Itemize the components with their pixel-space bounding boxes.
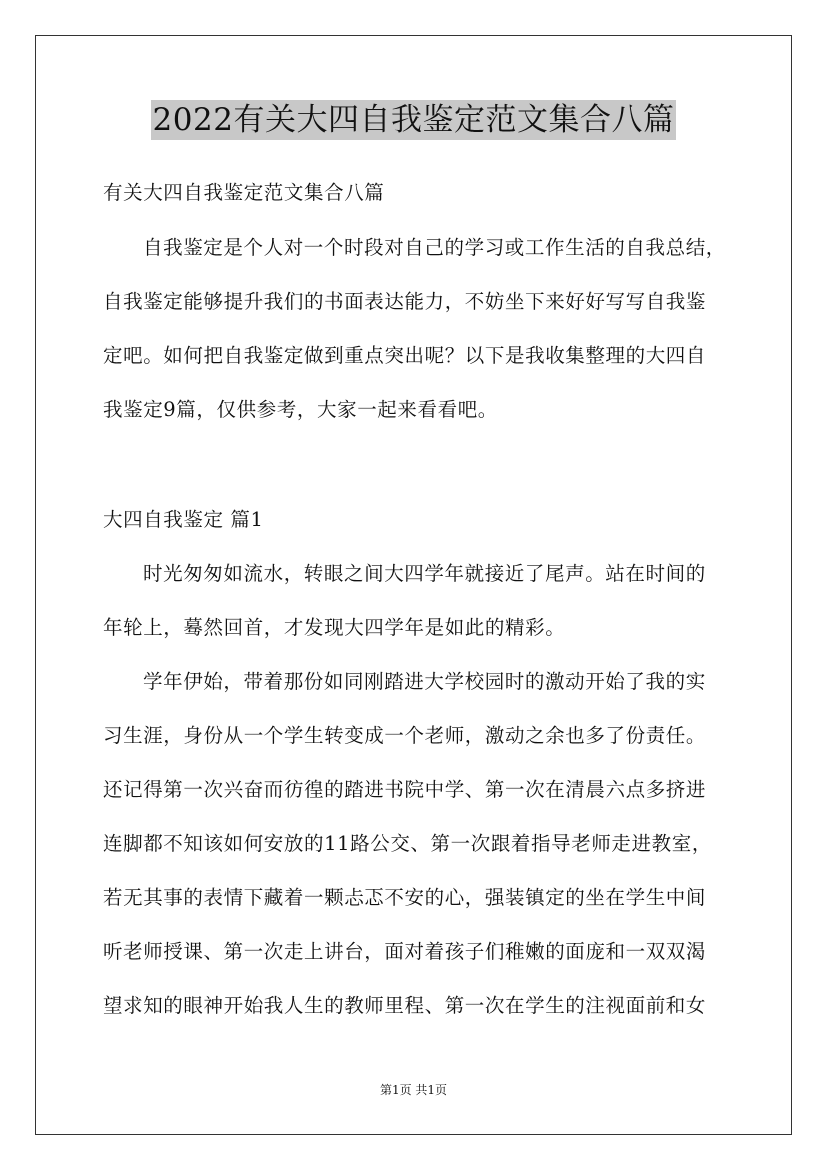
paragraph-line: 听老师授课、第一次走上讲台，面对着孩子们稚嫩的面庞和一双双渴 (103, 940, 707, 963)
paragraph-line: 我鉴定9篇，仅供参考，大家一起来看看吧。 (103, 398, 498, 421)
paragraph-line: 学年伊始，带着那份如同刚踏进大学校园时的激动开始了我的实 (143, 670, 706, 693)
section-heading: 大四自我鉴定 篇1 (103, 508, 264, 531)
document-title: 2022有关大四自我鉴定范文集合八篇 (152, 102, 675, 138)
paragraph-line: 自我鉴定能够提升我们的书面表达能力，不妨坐下来好好写写自我鉴 (103, 290, 707, 313)
subtitle-line: 有关大四自我鉴定范文集合八篇 (103, 181, 385, 204)
paragraph-line: 习生涯，身份从一个学生转变成一个老师，激动之余也多了份责任。 (103, 724, 707, 747)
paragraph-line: 若无其事的表情下藏着一颗忐忑不安的心，强装镇定的坐在学生中间 (103, 886, 707, 909)
paragraph-line: 望求知的眼神开始我人生的教师里程、第一次在学生的注视面前和女 (103, 994, 707, 1017)
page-footer: 第1页 共1页 (379, 1083, 448, 1097)
paragraph-line: 自我鉴定是个人对一个时段对自己的学习或工作生活的自我总结， (143, 236, 726, 259)
paragraph-line: 定吧。如何把自我鉴定做到重点突出呢？以下是我收集整理的大四自 (103, 344, 707, 367)
paragraph-line: 年轮上，蓦然回首，才发现大四学年是如此的精彩。 (103, 616, 566, 639)
title-container (0, 100, 827, 140)
paragraph-line: 连脚都不知该如何安放的11路公交、第一次跟着指导老师走进教室， (103, 832, 712, 855)
paragraph-line: 时光匆匆如流水，转眼之间大四学年就接近了尾声。站在时间的 (143, 562, 706, 585)
paragraph-line: 还记得第一次兴奋而彷徨的踏进书院中学、第一次在清晨六点多挤进 (103, 778, 707, 801)
